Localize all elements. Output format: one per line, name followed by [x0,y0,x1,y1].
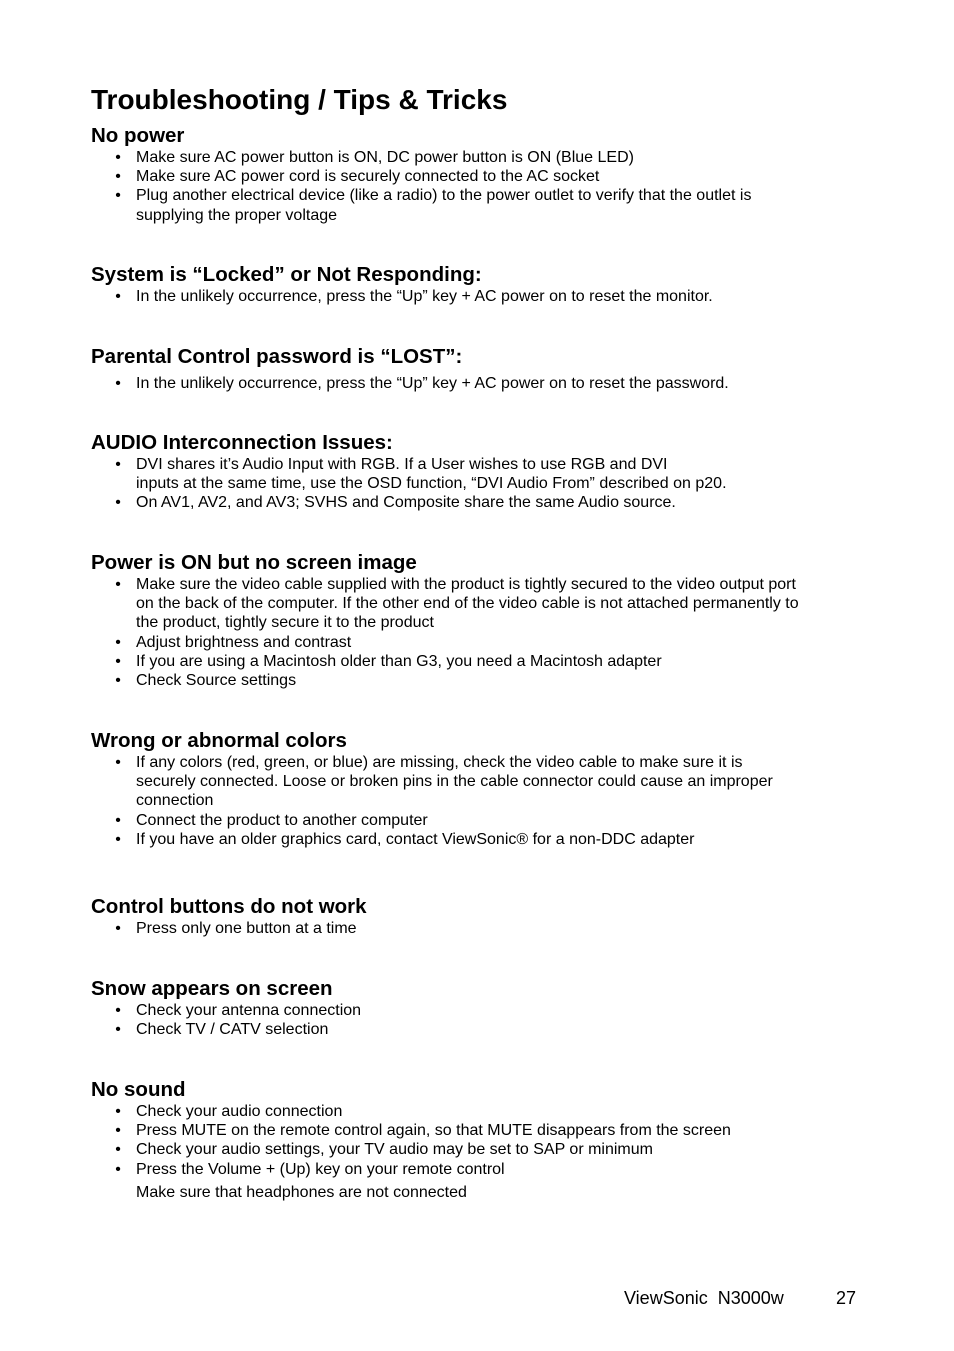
list-item: • DVI shares it’s Audio Input with RGB. If a User wishes to use RGB and DVI inputs at the same time, use the OSD function, “DVI Audio From” described on p20. [91,455,871,493]
bullet-icon: • [115,168,121,186]
headphones-note: Make sure that headphones are not connected [136,1183,467,1201]
list-item: • Press only one button at a time [91,919,871,938]
section-heading: Wrong or abnormal colors [91,729,347,752]
list-item: • Press the Volume + (Up) key on your remote control [91,1160,871,1179]
section-parental-control [91,345,871,393]
list-item: • Press MUTE on the remote control again, so that MUTE disappears from the screen [91,1121,871,1140]
section-heading: Power is ON but no screen image [91,551,417,574]
bullet-icon: • [115,576,121,593]
section-heading: Parental Control password is “LOST”: [91,345,463,368]
list-item: • Check TV / CATV selection [91,1020,871,1039]
section-no-sound [91,1078,871,1202]
section-heading: Snow appears on screen [91,977,333,1000]
list-item: • If you are using a Macintosh older than G3, you need a Macintosh adapter [91,652,871,671]
section-audio-interconnection [91,431,871,513]
page-title: Troubleshooting / Tips & Tricks [91,84,508,115]
bullet-icon: • [115,494,121,512]
bullet-icon: • [115,1103,121,1120]
section-heading: No power [91,124,185,147]
list-item: • If any colors (red, green, or blue) are missing, check the video cable to make sure it is securely connected. Loose or broken pins in the cable connector could cause an improper connection [91,753,871,811]
section-control-buttons [91,895,871,938]
bullet-list [91,1102,871,1179]
bullet-icon: • [115,187,121,205]
section-snow-on-screen [91,977,871,1039]
section-no-power [91,124,871,225]
bullet-icon: • [115,1160,121,1178]
bullet-icon: • [115,149,121,166]
list-item: • Make sure AC power button is ON, DC power button is ON (Blue LED) [91,148,871,167]
section-no-screen-image [91,551,871,690]
bullet-icon: • [115,754,121,771]
bullet-icon: • [115,1122,121,1140]
bullet-icon: • [115,375,121,392]
bullet-icon: • [115,633,121,651]
section-system-locked [91,263,871,306]
list-item: • Make sure the video cable supplied with the product is tightly secured to the video output port on the back of the computer. If the other end of the video cable is not attached permanently to the product, tightly secure it to the product [91,575,871,633]
list-item: • Plug another electrical device (like a radio) to the power outlet to verify that the outlet is supplying the proper voltage [91,186,871,224]
list-item: • Check your audio settings, your TV audio may be set to SAP or minimum [91,1140,871,1159]
footer-brand-model: ViewSonic N3000w [624,1288,784,1308]
section-heading: No sound [91,1078,186,1101]
list-item: • Check your audio connection [91,1102,871,1121]
section-heading: Control buttons do not work [91,895,367,918]
list-item: • Check your antenna connection [91,1001,871,1020]
list-item: • On AV1, AV2, and AV3; SVHS and Composite share the same Audio source. [91,493,871,512]
bullet-icon: • [115,1021,121,1039]
bullet-icon: • [115,652,121,670]
bullet-list [91,1001,871,1039]
list-item: • If you have an older graphics card, contact ViewSonic® for a non-DDC adapter [91,830,871,849]
bullet-list [91,287,871,306]
bullet-icon: • [115,288,121,305]
bullet-icon: • [115,920,121,937]
list-item: • Connect the product to another computer [91,811,871,830]
bullet-list [91,455,871,513]
bullet-icon: • [115,830,121,848]
bullet-icon: • [115,672,121,690]
list-item: • Make sure AC power cord is securely connected to the AC socket [91,167,871,186]
bullet-list [91,374,871,393]
bullet-list [91,575,871,690]
page-footer [0,1286,954,1310]
section-heading: System is “Locked” or Not Responding: [91,263,482,286]
bullet-icon: • [115,1002,121,1019]
bullet-list [91,148,871,225]
list-item: • In the unlikely occurrence, press the “Up” key + AC power on to reset the password. [91,374,871,393]
bullet-icon: • [115,811,121,829]
section-wrong-colors [91,729,871,849]
bullet-icon: • [115,456,121,473]
bullet-list [91,753,871,849]
page-number: 27 [836,1288,857,1308]
list-item: • Adjust brightness and contrast [91,633,871,652]
bullet-list [91,919,871,938]
bullet-icon: • [115,1141,121,1159]
list-item: • Check Source settings [91,671,871,690]
section-heading: AUDIO Interconnection Issues: [91,431,393,454]
list-item: • In the unlikely occurrence, press the “Up” key + AC power on to reset the monitor. [91,287,871,306]
